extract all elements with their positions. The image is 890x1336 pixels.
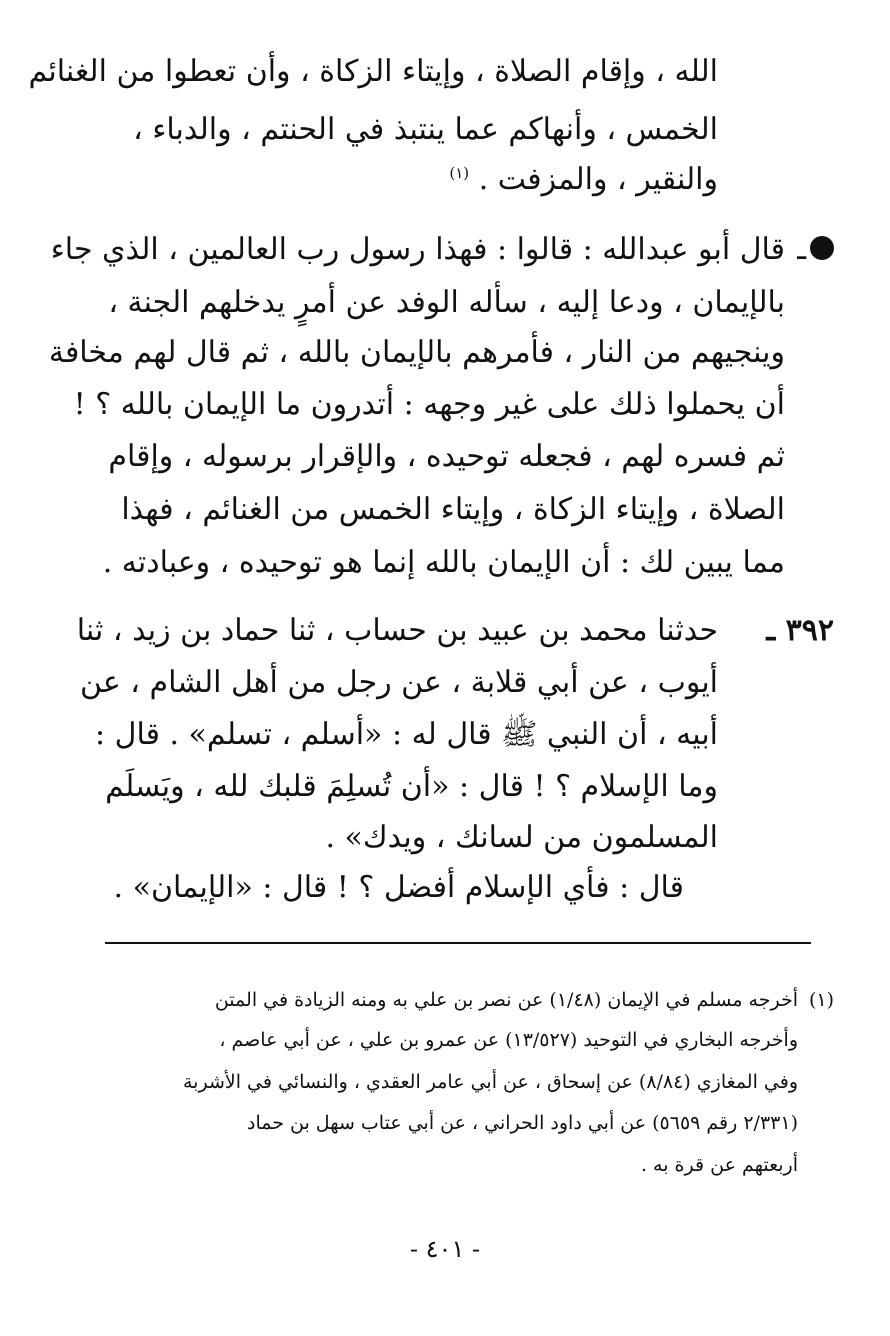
paragraph-line [449,160,718,200]
footnote-marker: (١) [808,989,834,1011]
hadith-line: أيوب ، عن أبي قلابة ، عن رجل من أهل الشام ، عن [80,665,718,700]
page-number: - ٤٠١ - [409,1235,481,1263]
hadith-line: وما الإسلام ؟ ! قال : «أن تُسلِمَ قلبك لله ، ويَسلَم [105,769,718,804]
paragraph-line: وينجيهم من النار ، فأمرهم بالإيمان بالله ، ثم قال لهم مخافة [48,335,785,370]
hadith-line: حدثنا محمد بن عبيد بن حساب ، ثنا حماد بن زيد ، ثنا [76,613,718,648]
bullet-icon [810,236,834,260]
footnote-line: أربعتهم عن قرة به . [640,1154,798,1176]
hadith-line: المسلمون من لسانك ، ويدك» . [325,820,718,855]
footnote-line: أخرجه مسلم في الإيمان (١/٤٨) عن نصر بن علي به ومنه الزيادة في المتن [214,989,798,1011]
footnote-line: (٢/٣٣١ رقم ٥٦٥٩) عن أبي داود الحراني ، عن أبي عتاب سهل بن حماد [247,1112,798,1134]
footnote-line: وأخرجه البخاري في التوحيد (١٣/٥٢٧) عن عمرو بن علي ، عن أبي عاصم ، [219,1029,798,1051]
paragraph-line: أن يحملوا ذلك على غير وجهه : أتدرون ما الإيمان بالله ؟ ! [73,387,785,422]
paragraph-line: قال أبو عبدالله : قالوا : فهذا رسول رب العالمين ، الذي جاء [50,232,785,267]
bullet-dash: ـ [797,232,806,267]
footnote-reference[interactable]: (١) [449,164,470,182]
hadith-line: أبيه ، أن النبي ﷺ قال له : «أسلم ، تسلم» . قال : [95,717,718,752]
hadith-line: قال : فأي الإسلام أفضل ؟ ! قال : «الإيمان» . [113,870,684,905]
hadith-number: ٣٩٢ ـ [766,613,834,648]
footnote-line: وفي المغازي (٨/٨٤) عن إسحاق ، عن أبي عامر العقدي ، والنسائي في الأشربة [182,1071,798,1093]
paragraph-line: مما يبين لك : أن الإيمان بالله إنما هو توحيده ، وعبادته . [102,545,785,580]
paragraph-line: بالإيمان ، ودعا إليه ، سأله الوفد عن أمرٍ يدخلهم الجنة ، [108,285,785,320]
paragraph-line: الله ، وإقام الصلاة ، وإيتاء الزكاة ، وأن تعطوا من الغنائم [28,54,718,89]
paragraph-text: والنقير ، والمزفت . [478,162,718,197]
paragraph-line: الصلاة ، وإيتاء الزكاة ، وإيتاء الخمس من الغنائم ، فهذا [121,492,785,527]
paragraph-line: ثم فسره لهم ، فجعله توحيده ، والإقرار برسوله ، وإقام [108,439,785,474]
footnote-separator [105,942,811,944]
paragraph-line: الخمس ، وأنهاكم عما ينتبذ في الحنتم ، والدباء ، [133,112,718,147]
